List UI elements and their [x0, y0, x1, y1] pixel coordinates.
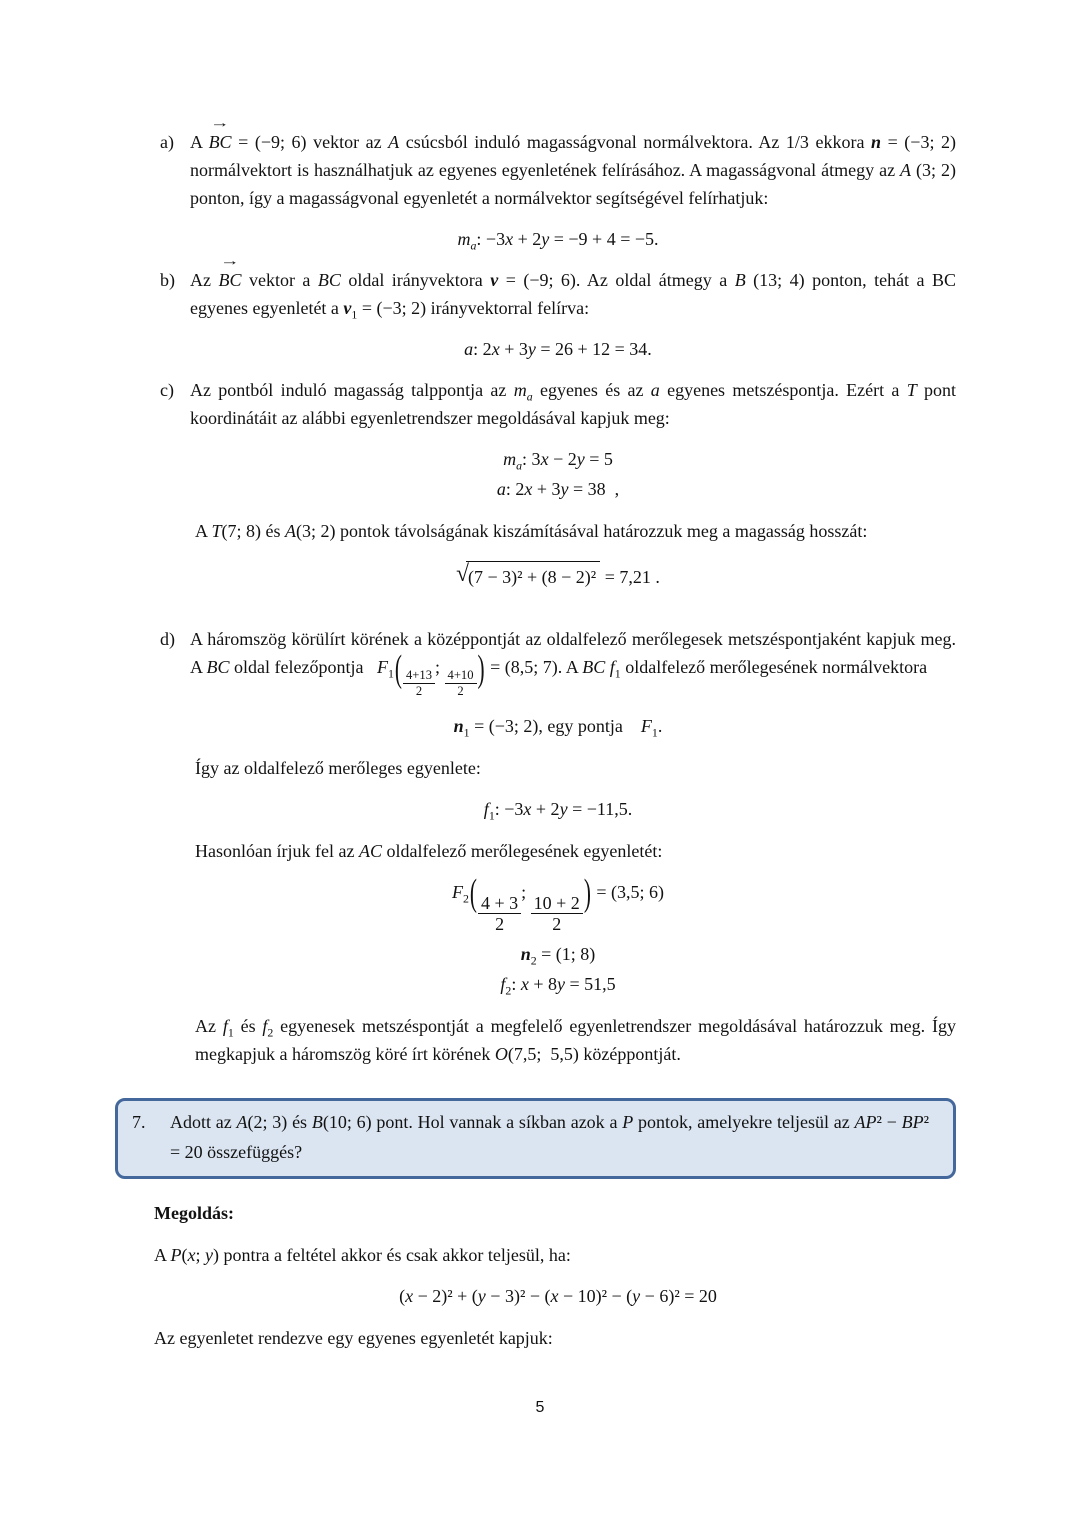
text-segment: m	[457, 229, 471, 249]
text-segment: (3; 2) ponton, így a magasságvonal egyenletét a normálvektor segítségével felírhatjuk:	[190, 160, 957, 208]
text-segment: (7; 8) és	[221, 521, 286, 541]
text-segment: oldalfelező merőlegesének egyenletét:	[381, 840, 663, 861]
text-segment: (10; 6) pont. Hol vannak a síkban azok a	[322, 1112, 623, 1133]
text-segment: oldal irányvektora	[340, 270, 491, 290]
text-segment: − 6)² = 20	[640, 1286, 717, 1307]
text-segment: v	[490, 270, 499, 290]
list-item-marker: a)	[160, 132, 174, 152]
text-segment: Az pontból induló magasság talppontja az	[190, 380, 514, 400]
text-segment: = (3,5; 6)	[591, 881, 665, 902]
text-segment: n	[520, 944, 531, 965]
list-item-marker: b)	[160, 270, 175, 290]
equation	[160, 225, 956, 253]
text-segment: A	[900, 160, 912, 180]
text-segment: B	[734, 270, 746, 290]
solution-heading	[154, 1199, 956, 1227]
text-segment: pont koordinátáit az alábbi egyenletrendszer megoldásával kapjuk meg:	[190, 380, 956, 428]
text-segment: Az	[190, 270, 219, 290]
page-number: 5	[535, 1399, 545, 1417]
paragraph	[154, 1324, 956, 1352]
text-segment: − 10)² − (	[558, 1286, 633, 1307]
text-segment: = 26 + 12 = 34.	[535, 339, 652, 359]
list-item	[160, 625, 956, 699]
text-segment: Az	[195, 1016, 223, 1037]
text-segment: Megoldás:	[154, 1203, 234, 1224]
fraction	[403, 668, 435, 699]
text-segment: + 3	[499, 339, 528, 359]
text-segment: : 2	[505, 479, 525, 499]
text-segment: egyenesek metszéspontját a megfelelő egyenletrendszer megoldásával határozzuk meg. Így megkapjuk a háromszög köré írt körének	[195, 1016, 956, 1065]
text-segment: (	[399, 1286, 406, 1307]
radical-sign: √	[456, 561, 469, 587]
text-segment: oldalfelező merőlegesének normálvektora	[620, 657, 928, 677]
text-segment: n	[453, 715, 464, 736]
text-segment: y	[205, 1245, 214, 1266]
text-segment: n	[871, 132, 882, 152]
text-segment: P	[622, 1112, 634, 1133]
vector-overarrow-segment: → BC	[218, 266, 241, 294]
text-segment: = 5	[584, 449, 613, 469]
text-segment: v	[343, 298, 352, 318]
subscript: 2	[267, 1025, 274, 1040]
fraction-part: 10 + 2	[531, 893, 583, 915]
text-segment: − 3)² − (	[485, 1286, 551, 1307]
fraction	[531, 893, 583, 935]
text-segment: y	[559, 798, 568, 819]
equation-group	[160, 871, 956, 998]
list-item-text	[190, 625, 956, 699]
text-segment: F	[376, 657, 388, 677]
radicand	[466, 561, 600, 591]
text-segment: Hasonlóan írjuk fel az	[195, 840, 359, 861]
text-segment: = (−3; 2) irányvektorral felírva:	[357, 298, 590, 318]
text-segment: BP	[901, 1112, 924, 1133]
paragraph	[195, 754, 956, 782]
text-segment: + 8	[528, 974, 557, 995]
text-segment: )	[583, 871, 591, 915]
text-segment: y	[560, 479, 569, 499]
text-segment: x	[524, 479, 533, 499]
text-segment: : 2	[473, 339, 492, 359]
text-segment: .	[657, 715, 663, 736]
text-segment: A háromszög körülírt körének a középpontját az oldalfelező merőlegesek metszéspontjaként kapjuk meg. A	[190, 629, 956, 677]
paragraph	[195, 837, 956, 865]
text-segment: ) pontra a feltétel akkor és csak akkor teljesül, ha:	[213, 1245, 571, 1266]
text-segment: (3; 2) pontok távolságának kiszámításával határozzuk meg a magasság hosszát:	[296, 521, 868, 541]
text-segment: :	[511, 974, 521, 995]
subscript: 1	[463, 725, 470, 740]
text-segment: T	[906, 380, 917, 400]
list-item-text	[190, 128, 956, 212]
text-segment: = −9 + 4 = −5.	[549, 229, 659, 249]
text-segment: vektor a	[241, 270, 318, 290]
text-segment: − 2)² + (	[413, 1286, 478, 1307]
text-segment: + 2	[531, 798, 560, 819]
text-segment: BC	[317, 270, 341, 290]
text-segment: BC	[206, 657, 230, 677]
text-segment: A	[388, 132, 400, 152]
list-item-marker: d)	[160, 629, 175, 649]
text-segment: = (−3; 2) normálvektort is használhatjuk az egyenes egyenletének felírásához. A magasságvonal átmegy az	[190, 132, 956, 180]
text-segment: f	[483, 798, 489, 819]
fraction-part: 4+10	[445, 668, 477, 684]
text-segment: (	[181, 1245, 188, 1266]
text-segment: x	[491, 339, 500, 359]
text-segment: f	[222, 1016, 228, 1037]
text-segment: = (−3; 2), egy pontja	[469, 715, 641, 736]
text-segment: = (8,5; 7). A	[485, 657, 583, 677]
text-segment: x	[187, 1245, 196, 1266]
equation-line	[160, 970, 956, 998]
fraction-part: 4+13	[403, 668, 435, 684]
text-segment: − 2	[548, 449, 577, 469]
subscript: 2	[462, 891, 469, 906]
text-segment: (2; 3) és	[247, 1112, 312, 1133]
fraction-part: 2	[457, 683, 464, 698]
list-item-text	[190, 376, 956, 432]
text-segment: ;	[521, 881, 531, 902]
text-segment: egyenes és az	[532, 380, 651, 400]
text-segment: oldal felezőpontja	[229, 657, 377, 677]
subscript: a	[526, 389, 533, 404]
list-item	[160, 266, 956, 322]
text-segment: Így az oldalfelező merőleges egyenlete:	[195, 757, 481, 778]
text-segment: (	[394, 646, 402, 690]
subscript: 1	[351, 307, 358, 322]
problem-statement	[170, 1107, 929, 1167]
equation	[160, 712, 956, 740]
text-segment: csúcsból induló magasságvonal normálvektora. Az 1/3 ekkora	[399, 132, 872, 152]
text-segment: AP	[854, 1112, 877, 1133]
text-segment: ;	[195, 1245, 206, 1266]
text-segment: f	[262, 1016, 268, 1037]
subscript: 1	[614, 666, 621, 681]
text-segment: ² −	[876, 1112, 902, 1133]
vector-overarrow-segment: → BC	[209, 128, 232, 156]
equation-group	[160, 445, 956, 503]
fraction	[478, 893, 521, 935]
text-segment: = (−9; 6) vektor az	[231, 132, 389, 152]
paragraph	[154, 1241, 956, 1269]
equation-line	[160, 475, 956, 503]
text-segment: F	[640, 715, 652, 736]
text-segment: a	[650, 380, 660, 400]
text-segment: (7 − 3)² + (8 − 2)²	[467, 567, 597, 587]
text-segment: Az egyenletet rendezve egy egyenes egyenletét kapjuk:	[154, 1328, 553, 1349]
text-segment: m	[513, 380, 527, 400]
equation	[160, 335, 956, 363]
text-segment: = (−9; 6). Az oldal átmegy a	[498, 270, 735, 290]
paragraph	[195, 1012, 956, 1068]
text-segment: + 2	[513, 229, 542, 249]
text-segment: és	[233, 1016, 263, 1037]
text-segment: ;	[435, 657, 445, 677]
text-segment: (13; 4) ponton, tehát a BC egyenes egyenletét a	[190, 270, 956, 318]
text-segment: x	[405, 1286, 414, 1307]
text-segment: pontok, amelyekre teljesül az	[633, 1112, 855, 1133]
text-segment: egyenes metszéspontja. Ezért a	[659, 380, 907, 400]
text-segment: y	[632, 1286, 641, 1307]
text-segment: : 3	[522, 449, 541, 469]
text-segment: a	[496, 479, 506, 499]
equation	[160, 561, 956, 591]
fraction-part: 2	[415, 683, 423, 698]
subscript: a	[470, 238, 477, 253]
subscript: 1	[488, 808, 495, 823]
fraction-part: 2	[552, 914, 562, 935]
text-segment: (7,5; 5,5) középpontját.	[507, 1044, 681, 1065]
text-segment: A	[285, 521, 297, 541]
equation-line	[160, 871, 956, 935]
text-segment: P	[170, 1245, 182, 1266]
text-segment: Adott az	[170, 1112, 237, 1133]
text-segment: a	[464, 339, 474, 359]
text-segment: f	[609, 657, 615, 677]
text-segment: y	[576, 449, 585, 469]
square-root	[456, 561, 600, 591]
text-segment: x	[523, 798, 532, 819]
text-segment: B	[311, 1112, 323, 1133]
text-segment: A	[154, 1245, 171, 1266]
list-item-marker: c)	[160, 380, 174, 400]
fraction-part: 2	[495, 914, 505, 935]
text-segment: F	[451, 881, 463, 902]
text-segment: f	[500, 974, 506, 995]
paragraph	[195, 517, 956, 545]
text-segment: )	[477, 646, 485, 690]
list-item-text	[190, 266, 956, 322]
text-segment: AC	[358, 840, 382, 861]
text-segment: + 3	[532, 479, 561, 499]
equation-line	[160, 940, 956, 968]
list-item	[160, 128, 956, 212]
text-segment: y	[477, 1286, 486, 1307]
subscript: a	[516, 458, 523, 473]
text-segment: y	[556, 974, 565, 995]
problem-number: 7.	[132, 1112, 146, 1133]
text-segment: = 38 ,	[568, 479, 620, 499]
equation-line	[160, 445, 956, 473]
subscript: 2	[505, 983, 512, 998]
fraction-part: 4 + 3	[478, 893, 521, 915]
text-segment: A	[236, 1112, 248, 1133]
text-segment: = 51,5	[564, 974, 616, 995]
text-segment: x	[505, 229, 514, 249]
text-segment: ² = 20 összefüggés?	[170, 1112, 930, 1163]
text-segment: = (1; 8)	[536, 944, 596, 965]
text-segment: BC	[582, 657, 606, 677]
subscript: 1	[227, 1025, 234, 1040]
text-segment: A	[190, 132, 209, 152]
text-segment: m	[503, 449, 517, 469]
text-segment: y	[527, 339, 536, 359]
text-segment: = −11,5.	[567, 798, 633, 819]
text-segment: : −3	[494, 798, 524, 819]
equation	[160, 795, 956, 823]
text-segment: y	[541, 229, 550, 249]
subscript: 1	[651, 725, 658, 740]
fraction	[445, 668, 477, 699]
text-segment: : −3	[476, 229, 506, 249]
text-segment: x	[550, 1286, 559, 1307]
text-segment: = 7,21 .	[600, 567, 660, 587]
text-segment: A	[195, 521, 212, 541]
problem-box	[115, 1098, 956, 1179]
subscript: 2	[530, 953, 537, 968]
text-segment: O	[494, 1044, 508, 1065]
equation	[160, 1282, 956, 1310]
list-item	[160, 376, 956, 432]
text-segment: T	[211, 521, 222, 541]
text-segment: x	[520, 974, 529, 995]
text-segment: x	[540, 449, 549, 469]
subscript: 1	[387, 666, 394, 681]
text-segment: (	[469, 871, 477, 915]
